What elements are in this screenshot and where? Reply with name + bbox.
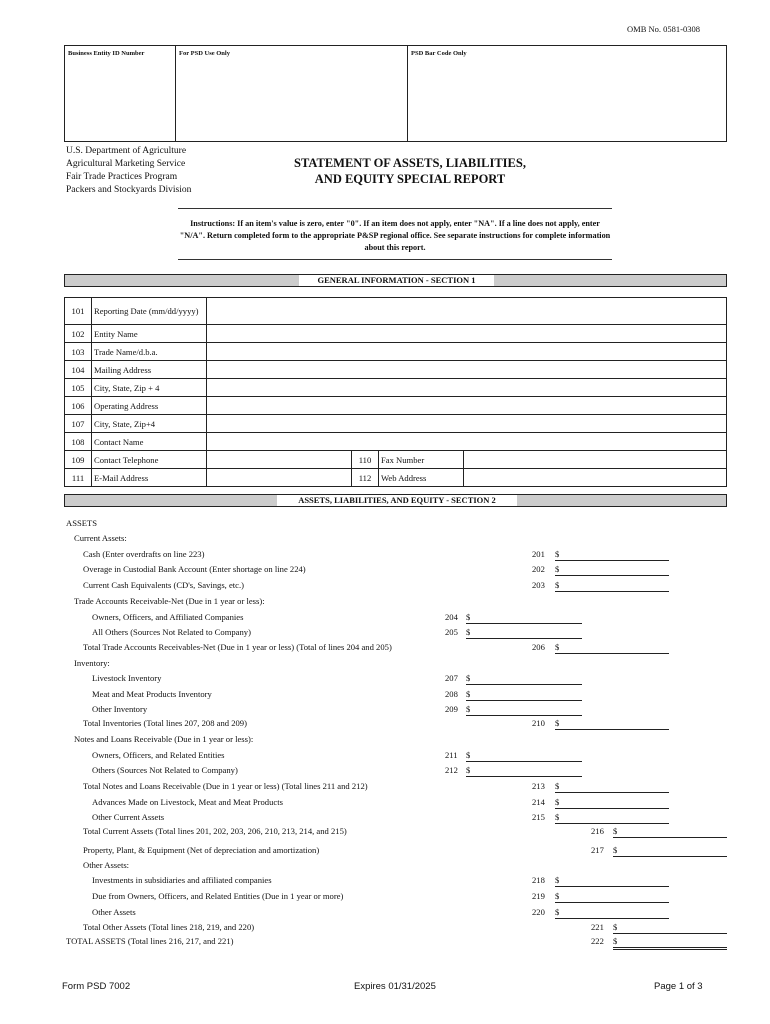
general-info-row xyxy=(65,325,727,343)
asset-line-label: Trade Accounts Receivable-Net (Due in 1 year or less): xyxy=(74,596,265,606)
line-number: 208 xyxy=(445,689,458,699)
general-info-row xyxy=(65,469,727,487)
agency-block xyxy=(66,145,191,197)
psd-bar-code-label: PSD Bar Code Only xyxy=(411,50,467,57)
line-number: 218 xyxy=(532,875,545,885)
title-line-2: AND EQUITY SPECIAL REPORT xyxy=(314,172,506,186)
asset-line-label: Current Cash Equivalents (CD's, Savings, etc.) xyxy=(83,580,244,590)
page-title xyxy=(240,155,580,187)
asset-line-label: Other Current Assets xyxy=(92,812,165,822)
asset-line-label: Notes and Loans Receivable (Due in 1 year or less): xyxy=(74,734,254,744)
amount-field[interactable]: $ xyxy=(466,627,582,639)
item-number: 112 xyxy=(352,469,379,487)
asset-line-label: Cash (Enter overdrafts on line 223) xyxy=(83,549,205,559)
general-info-row xyxy=(65,379,727,397)
line-number: 219 xyxy=(532,891,545,901)
general-info-row xyxy=(65,433,727,451)
psd-use-only-box xyxy=(175,45,408,142)
business-entity-id-box[interactable] xyxy=(64,45,176,142)
item-value-field[interactable] xyxy=(207,397,727,415)
amount-field[interactable]: $ xyxy=(555,781,669,793)
asset-line-label: Other Inventory xyxy=(92,704,148,714)
general-info-row xyxy=(65,397,727,415)
item-label: E-Mail Address xyxy=(92,469,207,487)
amount-field[interactable]: $ xyxy=(466,765,582,777)
section-1-title: GENERAL INFORMATION - SECTION 1 xyxy=(299,275,494,286)
item-value-field[interactable] xyxy=(207,379,727,397)
amount-field[interactable]: $ xyxy=(555,718,669,730)
amount-field[interactable]: $ xyxy=(613,826,727,838)
item-number: 107 xyxy=(65,415,92,433)
amount-field[interactable]: $ xyxy=(555,642,669,654)
agency-line: Packers and Stockyards Division xyxy=(66,185,192,195)
line-number: 222 xyxy=(591,936,604,946)
line-number: 205 xyxy=(445,627,458,637)
section-1-header xyxy=(64,274,727,287)
item-label: Entity Name xyxy=(92,325,207,343)
item-value-field[interactable] xyxy=(207,451,352,469)
asset-line-label: Current Assets: xyxy=(74,533,127,543)
item-number: 111 xyxy=(65,469,92,487)
item-number: 103 xyxy=(65,343,92,361)
item-label: Contact Name xyxy=(92,433,207,451)
asset-line-label: TOTAL ASSETS (Total lines 216, 217, and 221) xyxy=(66,936,234,946)
item-number: 109 xyxy=(65,451,92,469)
asset-line-label: Others (Sources Not Related to Company) xyxy=(92,765,238,775)
item-label: Fax Number xyxy=(379,451,464,469)
amount-field[interactable]: $ xyxy=(613,922,727,934)
section-2-header xyxy=(64,494,727,507)
amount-field[interactable]: $ xyxy=(555,891,669,903)
asset-line-label: Livestock Inventory xyxy=(92,673,162,683)
line-number: 215 xyxy=(532,812,545,822)
agency-line: Agricultural Marketing Service xyxy=(66,159,186,169)
asset-line-label: Owners, Officers, and Related Entities xyxy=(92,750,225,760)
asset-line-label: Total Other Assets (Total lines 218, 219, and 220) xyxy=(83,922,255,932)
asset-line-label: Advances Made on Livestock, Meat and Meat Products xyxy=(92,797,283,807)
item-value-field[interactable] xyxy=(464,469,727,487)
asset-line-label: Other Assets: xyxy=(83,860,130,870)
line-number: 214 xyxy=(532,797,545,807)
section-2-title: ASSETS, LIABILITIES, AND EQUITY - SECTION 2 xyxy=(277,495,517,506)
item-label: Web Address xyxy=(379,469,464,487)
omb-number: OMB No. 0581-0308 xyxy=(627,24,700,34)
asset-line-label: Total Trade Accounts Receivables-Net (Due in 1 year or less) (Total of lines 204 and 205) xyxy=(83,642,392,652)
psd-use-only-label: For PSD Use Only xyxy=(179,50,230,57)
line-number: 203 xyxy=(532,580,545,590)
instructions: Instructions: If an item's value is zero, enter "0". If an item does not apply, enter "NA". If a line does not apply, enter "N/A". Return completed form to the appropriate P&SP regional office. See separate instructions for complete information about this report. xyxy=(178,208,612,260)
asset-line-label: Overage in Custodial Bank Account (Enter shortage on line 224) xyxy=(83,564,306,574)
asset-line-label: Meat and Meat Products Inventory xyxy=(92,689,212,699)
footer-expires: Expires 01/31/2025 xyxy=(354,981,436,992)
amount-field[interactable]: $ xyxy=(555,875,669,887)
item-value-field[interactable] xyxy=(207,361,727,379)
psd-bar-code-box xyxy=(407,45,727,142)
item-value-field[interactable] xyxy=(207,298,727,325)
amount-field[interactable]: $ xyxy=(466,704,582,716)
title-line-1: STATEMENT OF ASSETS, LIABILITIES, xyxy=(294,156,526,170)
item-number: 101 xyxy=(65,298,92,325)
item-label: Operating Address xyxy=(92,397,207,415)
amount-field[interactable]: $ xyxy=(466,612,582,624)
agency-line: U.S. Department of Agriculture xyxy=(66,146,187,156)
amount-field[interactable]: $ xyxy=(466,673,582,685)
general-info-row xyxy=(65,361,727,379)
general-info-row xyxy=(65,415,727,433)
amount-field[interactable]: $ xyxy=(555,907,669,919)
amount-field[interactable]: $ xyxy=(466,689,582,701)
asset-line-label: Total Current Assets (Total lines 201, 202, 203, 206, 210, 213, 214, and 215) xyxy=(83,826,347,836)
amount-field[interactable]: $ xyxy=(555,797,669,809)
line-number: 207 xyxy=(445,673,458,683)
item-number: 106 xyxy=(65,397,92,415)
item-label: City, State, Zip+4 xyxy=(92,415,207,433)
item-number: 108 xyxy=(65,433,92,451)
amount-field[interactable]: $ xyxy=(613,936,727,950)
item-value-field[interactable] xyxy=(464,451,727,469)
line-number: 213 xyxy=(532,781,545,791)
line-number: 211 xyxy=(445,750,458,760)
asset-line-label: Investments in subsidiaries and affiliated companies xyxy=(92,875,272,885)
general-info-row xyxy=(65,298,727,325)
amount-field[interactable]: $ xyxy=(555,812,669,824)
line-number: 216 xyxy=(591,826,604,836)
agency-line: Fair Trade Practices Program xyxy=(66,172,178,182)
asset-line-label: Owners, Officers, and Affiliated Companies xyxy=(92,612,244,622)
line-number: 201 xyxy=(532,549,545,559)
amount-field[interactable]: $ xyxy=(555,580,669,592)
item-label: City, State, Zip + 4 xyxy=(92,379,207,397)
amount-field[interactable]: $ xyxy=(466,750,582,762)
line-number: 212 xyxy=(445,765,458,775)
line-number: 204 xyxy=(445,612,458,622)
line-number: 220 xyxy=(532,907,545,917)
line-number: 202 xyxy=(532,564,545,574)
item-label: Contact Telephone xyxy=(92,451,207,469)
footer-form-number: Form PSD 7002 xyxy=(62,981,131,992)
general-info-row xyxy=(65,343,727,361)
general-info-table xyxy=(64,297,727,487)
amount-field[interactable]: $ xyxy=(555,564,669,576)
general-info-row xyxy=(65,451,727,469)
line-number: 217 xyxy=(591,845,604,855)
item-value-field[interactable] xyxy=(207,469,352,487)
line-number: 209 xyxy=(445,704,458,714)
asset-line-label: Property, Plant, & Equipment (Net of depreciation and amortization) xyxy=(83,845,320,855)
footer-page-number: Page 1 of 3 xyxy=(654,981,703,992)
item-value-field[interactable] xyxy=(207,415,727,433)
asset-line-label: All Others (Sources Not Related to Company) xyxy=(92,627,251,637)
asset-line-label: Inventory: xyxy=(74,658,110,668)
item-label: Trade Name/d.b.a. xyxy=(92,343,207,361)
item-label: Mailing Address xyxy=(92,361,207,379)
item-number: 102 xyxy=(65,325,92,343)
item-value-field[interactable] xyxy=(207,343,727,361)
item-number: 104 xyxy=(65,361,92,379)
item-label: Reporting Date (mm/dd/yyyy) xyxy=(92,298,207,325)
line-number: 221 xyxy=(591,922,604,932)
asset-line-label: Total Inventories (Total lines 207, 208 and 209) xyxy=(83,718,247,728)
amount-field[interactable]: $ xyxy=(613,845,727,857)
item-number: 105 xyxy=(65,379,92,397)
line-number: 210 xyxy=(532,718,545,728)
asset-line-label: Total Notes and Loans Receivable (Due in 1 year or less) (Total lines 211 and 212) xyxy=(83,781,368,791)
line-number: 206 xyxy=(532,642,545,652)
asset-line-label: ASSETS xyxy=(66,518,98,528)
item-number: 110 xyxy=(352,451,379,469)
asset-line-label: Other Assets xyxy=(92,907,136,917)
item-value-field[interactable] xyxy=(207,325,727,343)
amount-field[interactable]: $ xyxy=(555,549,669,561)
business-entity-id-label: Business Entity ID Number xyxy=(68,50,145,57)
item-value-field[interactable] xyxy=(207,433,727,451)
asset-line-label: Due from Owners, Officers, and Related Entities (Due in 1 year or more) xyxy=(92,891,344,901)
